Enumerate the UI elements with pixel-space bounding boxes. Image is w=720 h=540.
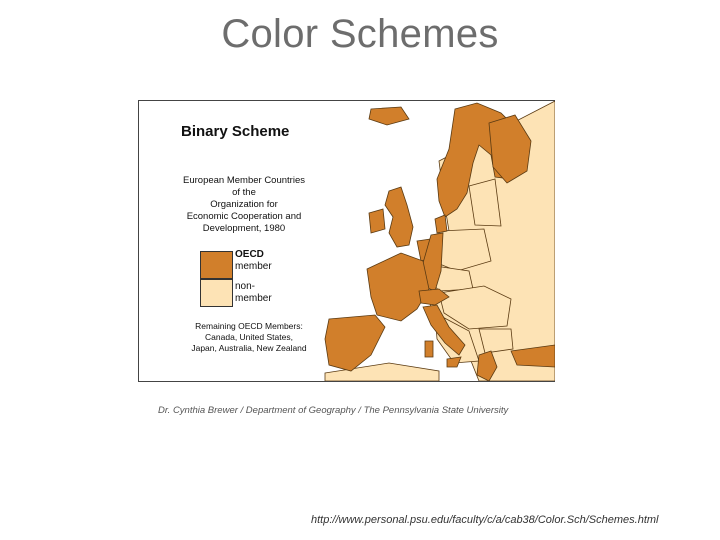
map-subtitle-line: Economic Cooperation and [186, 211, 302, 222]
map-note-line: Remaining OECD Members: [195, 321, 303, 331]
region-nonmember-bulgaria [479, 329, 513, 353]
map-subtitle-line: Development, 1980 [202, 223, 286, 234]
legend-label-line: member [235, 261, 272, 272]
legend-label-line: OECD [235, 249, 264, 260]
legend-label-oecd-member [235, 249, 295, 273]
legend-label-nonmember [235, 281, 295, 305]
legend-label-line: non- [235, 281, 256, 292]
region-member-denmark [435, 215, 447, 233]
region-nonmember-baltic [469, 179, 501, 226]
map-note-line: Japan, Australia, New Zealand [191, 343, 307, 353]
image-credit: Dr. Cynthia Brewer / Department of Geography / The Pennsylvania State University [158, 405, 509, 416]
map-note [169, 321, 329, 354]
map-subtitle-line: Organization for [210, 199, 278, 210]
map-subtitle-line: European Member Countries [183, 175, 305, 186]
map-subtitle [169, 175, 319, 235]
map-note-line: Canada, United States, [205, 332, 293, 342]
legend-label-line: member [235, 293, 272, 304]
region-member-iceland [369, 107, 409, 125]
source-url[interactable]: http://www.personal.psu.edu/faculty/c/a/cab38/Color.Sch/Schemes.html [311, 514, 659, 526]
slide-title: Color Schemes [221, 12, 499, 56]
map-subtitle-line: of the [232, 187, 256, 198]
region-member-france [367, 253, 429, 321]
legend-swatch-nonmember [200, 279, 233, 307]
map-title: Binary Scheme [181, 123, 290, 140]
region-member-iberia [325, 315, 385, 371]
region-member-ireland [369, 209, 385, 233]
map-figure [138, 100, 555, 382]
legend-swatch-oecd-member [200, 251, 233, 279]
region-member-uk [385, 187, 413, 247]
